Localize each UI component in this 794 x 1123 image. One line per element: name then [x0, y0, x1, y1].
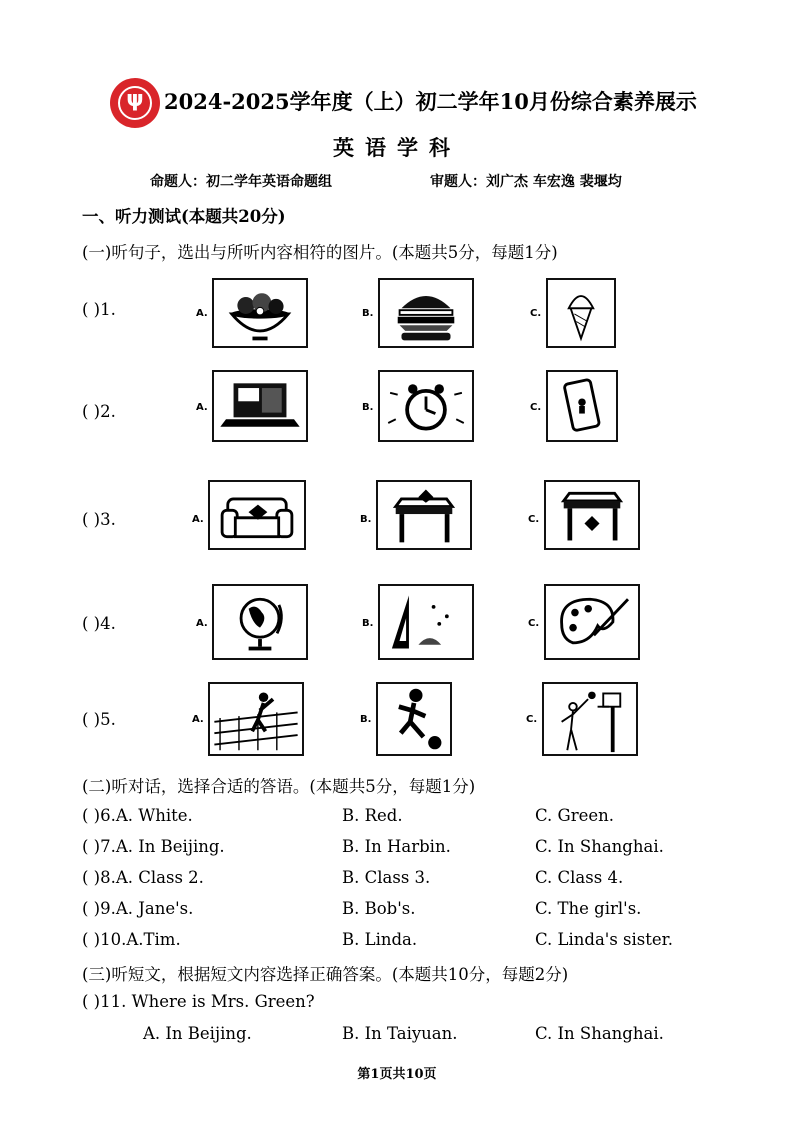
option-b: B. In Taiyuan.	[342, 1024, 458, 1043]
question-9: ( )9.A. Jane's.	[82, 899, 194, 918]
question-8: ( )8.A. Class 2.	[82, 868, 204, 887]
option-label: A.	[196, 308, 208, 319]
paint-palette-icon[interactable]	[544, 584, 640, 660]
option-label: C.	[526, 714, 538, 725]
option-a: A. In Beijing.	[143, 1024, 252, 1043]
option-b: B. In Harbin.	[342, 837, 451, 856]
ruler-triangle-icon[interactable]	[378, 584, 474, 660]
question-number: ( )1.	[82, 300, 116, 319]
phone-icon[interactable]	[546, 370, 618, 442]
table-ball-under-icon[interactable]	[544, 480, 640, 550]
question-number: ( )3.	[82, 510, 116, 529]
table-ball-on-icon[interactable]	[376, 480, 472, 550]
setter-line: 命题人：初二学年英语命题组	[150, 174, 332, 190]
page-footer: 第1页共10页	[357, 1067, 437, 1082]
part3-instruction: (三)听短文，根据短文内容选择正确答案。(本题共10分，每题2分)	[82, 965, 569, 984]
option-label: C.	[528, 618, 540, 629]
subject-title: 英语学科	[333, 135, 461, 160]
option-label: A.	[196, 402, 208, 413]
option-c: C. Class 4.	[535, 868, 624, 887]
question-number: ( )4.	[82, 614, 116, 633]
question-number: ( )5.	[82, 710, 116, 729]
sofa-with-ball-icon[interactable]	[208, 480, 306, 550]
question-number: ( )2.	[82, 402, 116, 421]
option-label: C.	[530, 402, 542, 413]
part1-instruction: (一)听句子，选出与所听内容相符的图片。(本题共5分，每题1分)	[82, 243, 558, 262]
question-7: ( )7.A. In Beijing.	[82, 837, 225, 856]
volleyball-player-icon[interactable]	[208, 682, 304, 756]
option-c: C. In Shanghai.	[535, 837, 664, 856]
option-b: B. Red.	[342, 806, 403, 825]
option-label: C.	[528, 514, 540, 525]
soccer-player-icon[interactable]	[376, 682, 452, 756]
option-label: A.	[192, 514, 204, 525]
part2-instruction: (二)听对话，选择合适的答语。(本题共5分，每题1分)	[82, 777, 476, 796]
reviewer-line: 审题人：刘广杰 车宏逸 裴堰均	[430, 174, 622, 190]
option-b: B. Class 3.	[342, 868, 431, 887]
option-label: B.	[362, 618, 374, 629]
option-label: B.	[362, 308, 374, 319]
option-label: A.	[192, 714, 204, 725]
laptop-icon[interactable]	[212, 370, 308, 442]
school-logo-icon: ψ	[110, 78, 160, 128]
option-c: C. Linda's sister.	[535, 930, 673, 949]
alarm-clock-icon[interactable]	[378, 370, 474, 442]
question-10: ( )10.A.Tim.	[82, 930, 181, 949]
globe-icon[interactable]	[212, 584, 308, 660]
option-label: B.	[360, 714, 372, 725]
option-c: C. The girl's.	[535, 899, 642, 918]
option-label: A.	[196, 618, 208, 629]
hamburger-icon[interactable]	[378, 278, 474, 348]
option-b: B. Linda.	[342, 930, 418, 949]
option-c: C. In Shanghai.	[535, 1024, 664, 1043]
option-label: B.	[362, 402, 374, 413]
salad-bowl-icon[interactable]	[212, 278, 308, 348]
option-label: C.	[530, 308, 542, 319]
option-label: B.	[360, 514, 372, 525]
question-11: ( )11. Where is Mrs. Green?	[82, 992, 315, 1011]
basketball-player-icon[interactable]	[542, 682, 638, 756]
option-c: C. Green.	[535, 806, 614, 825]
option-b: B. Bob's.	[342, 899, 416, 918]
exam-title: 2024-2025学年度（上）初二学年10月份综合素养展示	[164, 89, 697, 114]
question-6: ( )6.A. White.	[82, 806, 193, 825]
section-heading: 一、听力测试(本题共20分)	[82, 207, 286, 226]
ice-cream-icon[interactable]	[546, 278, 616, 348]
